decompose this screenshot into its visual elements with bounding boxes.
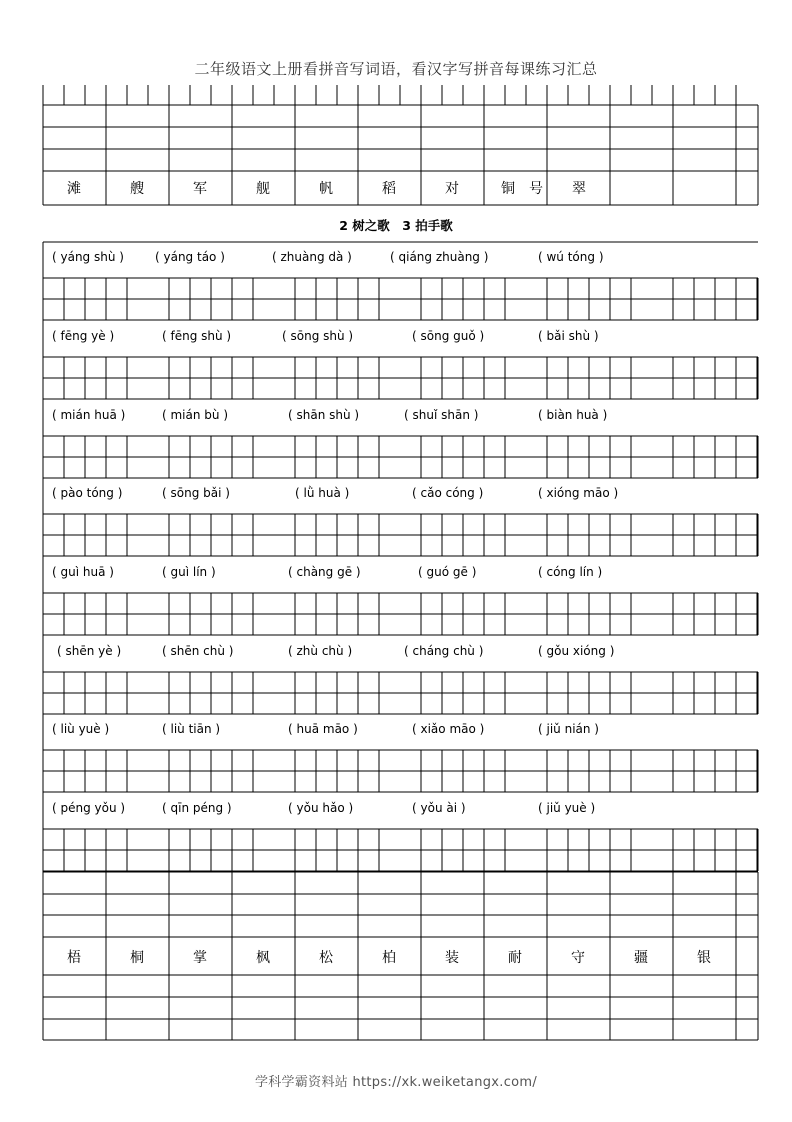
- pinyin-prompt: ( zhù chù ): [288, 644, 353, 658]
- pinyin-prompt: ( yáng shù ): [52, 250, 124, 264]
- pinyin-prompt: ( jiǔ nián ): [538, 722, 599, 736]
- bottom-character: 桐: [130, 950, 144, 966]
- pinyin-prompt: ( pào tóng ): [52, 486, 123, 500]
- bottom-character: 掌: [193, 950, 207, 966]
- pinyin-prompt: ( lǜ huà ): [295, 486, 350, 500]
- pinyin-prompt: ( jiǔ yuè ): [538, 801, 596, 815]
- bottom-character: 梧: [67, 950, 81, 966]
- bottom-character: 松: [319, 950, 333, 966]
- pinyin-prompt: ( fēng yè ): [52, 329, 115, 343]
- pinyin-prompt: ( cǎo cóng ): [412, 486, 484, 500]
- pinyin-prompt: ( shēn yè ): [57, 644, 122, 658]
- pinyin-prompt: ( guì huā ): [52, 565, 114, 579]
- pinyin-prompt: ( mián huā ): [52, 408, 126, 422]
- pinyin-prompt: ( mián bù ): [162, 408, 229, 422]
- top-character: 稻: [382, 181, 396, 197]
- pinyin-prompt: ( shēn chù ): [162, 644, 234, 658]
- bottom-character: 枫: [256, 950, 270, 966]
- top-character: 铜: [501, 181, 515, 197]
- pinyin-prompt: ( yǒu ài ): [412, 801, 466, 815]
- bottom-character: 耐: [508, 950, 522, 966]
- pinyin-prompt: ( bǎi shù ): [538, 329, 599, 343]
- section-heading: 2 树之歌 3 拍手歌: [339, 218, 453, 233]
- pinyin-prompt: ( qīn péng ): [162, 801, 232, 815]
- pinyin-prompt: ( biàn huà ): [538, 408, 608, 422]
- pinyin-prompt: ( péng yǒu ): [52, 801, 126, 815]
- pinyin-prompt: ( liù tiān ): [162, 722, 221, 736]
- pinyin-prompt: ( shuǐ shān ): [404, 408, 479, 422]
- top-character: 军: [193, 181, 207, 197]
- top-character: 艘: [130, 181, 144, 197]
- top-character: 滩: [67, 181, 81, 197]
- top-character: 号: [529, 181, 543, 197]
- bottom-character: 柏: [382, 950, 396, 966]
- top-character: 对: [445, 181, 459, 197]
- pinyin-prompt: ( fēng shù ): [162, 329, 232, 343]
- pinyin-prompt: ( xióng māo ): [538, 486, 619, 500]
- top-character: 舰: [256, 181, 270, 197]
- pinyin-prompt: ( sōng bǎi ): [162, 486, 230, 500]
- pinyin-prompt: ( sōng guǒ ): [412, 329, 485, 343]
- pinyin-prompt: ( yǒu hǎo ): [288, 801, 354, 815]
- pinyin-prompt: ( qiáng zhuàng ): [390, 250, 489, 264]
- bottom-character: 银: [697, 950, 711, 966]
- top-character: 翠: [572, 181, 586, 197]
- pinyin-prompt: ( shān shù ): [288, 408, 360, 422]
- bottom-character: 装: [445, 950, 459, 966]
- pinyin-prompt: ( guì lín ): [162, 565, 216, 579]
- top-character: 帆: [319, 181, 333, 197]
- footer-watermark: 学科学霸资料站 https://xk.weiketangx.com/: [254, 1075, 538, 1090]
- pinyin-prompt: ( zhuàng dà ): [272, 250, 352, 264]
- pinyin-prompt: ( wú tóng ): [538, 250, 604, 264]
- pinyin-prompt: ( guó gē ): [418, 565, 477, 579]
- pinyin-prompt: ( sōng shù ): [282, 329, 354, 343]
- pinyin-prompt: ( liù yuè ): [52, 722, 110, 736]
- pinyin-prompt: ( cháng chù ): [404, 644, 484, 658]
- pinyin-prompt: ( gǒu xióng ): [538, 644, 615, 658]
- pinyin-prompt: ( yáng táo ): [155, 250, 225, 264]
- pinyin-prompt: ( cóng lín ): [538, 565, 603, 579]
- pinyin-prompt: ( chàng gē ): [288, 565, 361, 579]
- page-title: 二年级语文上册看拼音写词语，看汉字写拼音每课练习汇总: [194, 60, 598, 78]
- bottom-character: 疆: [634, 950, 648, 966]
- bottom-character: 守: [571, 950, 585, 966]
- pinyin-prompt: ( huā māo ): [288, 722, 358, 736]
- pinyin-prompt: ( xiǎo māo ): [412, 722, 485, 736]
